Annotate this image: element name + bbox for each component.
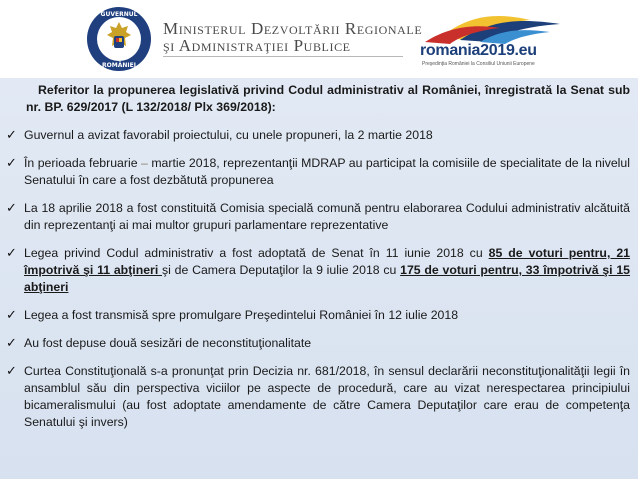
government-crest-logo [86,6,152,72]
header-divider [163,56,403,57]
bullet-item [0,245,638,296]
bullet-item [0,127,638,144]
bullet-item [0,363,638,431]
presidency-logo [420,8,566,72]
bullet-dash: – [137,156,152,170]
slide-content [0,82,638,442]
bullet-text: şi de Camera Deputaţilor la 9 iulie 2018 cu [162,263,401,277]
checkmark-icon: ✓ [6,156,17,171]
bullet-text: Guvernul a avizat favorabil proiectului, cu unele propuneri, la 2 martie 2018 [24,128,433,142]
bullet-text: martie 2018, reprezentanţii MDRAP au participat la comisiile de specialitate de la nivelul Senatului în care a fost dezbătută propunerea [24,156,630,187]
presidency-logo-text: romania2019.eu [420,42,537,59]
svg-text:ROMÂNIEI: ROMÂNIEI [102,62,136,69]
checkmark-icon: ✓ [6,308,17,323]
bullet-item [0,155,638,189]
checkmark-icon: ✓ [6,364,17,379]
bullet-text: La 18 aprilie 2018 a fost constituită Comisia specială comună pentru elaborarea Codului administrativ alcătuită din reprezentanţi ai mai multor grupuri parlamentare reprezentative [24,201,630,232]
presidency-ribbon-icon [420,8,566,44]
ministry-line-1: Ministerul Dezvoltării Regionale [163,19,423,38]
header [0,0,638,78]
bullet-text: Curtea Constituţională s-a pronunţat prin Decizia nr. 681/2018, în sensul declarării neconstituţionalităţii legii în ansamblul său din perspectiva viciilor pe aspecte de procedură, care au vizat nerespectarea principiului bicameralismului (au fost adoptate amendamente de către Camera Deputaţilor care erau de competenţa Senatului şi invers) [24,364,630,429]
senate-vote-highlight: 85 de voturi pentru, 21 împotrivă şi 11 abţineri [24,246,630,277]
checkmark-icon: ✓ [6,201,17,216]
intro-paragraph: Referitor la propunerea legislativă privind Codul administrativ al României, înregistrată la Senat sub nr. BP. 629/2017 (L 132/2018/ Plx 369/2018): [26,83,630,114]
bullet-text: În perioada februarie [24,156,138,170]
ministry-line-2: şi Administraţiei Publice [163,36,351,55]
checkmark-icon: ✓ [6,128,17,143]
ministry-name [163,20,422,54]
checkmark-icon: ✓ [6,246,17,261]
checkmark-icon: ✓ [6,336,17,351]
bullet-item [0,200,638,234]
bullet-text: Legea privind Codul administrativ a fost adoptată de Senat în 11 iunie 2018 cu [24,246,489,260]
bullet-text: Au fost depuse două sesizări de neconstituţionalitate [24,336,312,350]
bullet-item [0,307,638,324]
bullet-text: Legea a fost transmisă spre promulgare Preşedintelui României în 12 iulie 2018 [24,308,459,322]
bullet-item [0,335,638,352]
svg-text:GUVERNUL: GUVERNUL [100,11,138,18]
presidency-logo-subtitle: Preşedinţia României la Consiliul Uniunii Europene [422,61,535,67]
chamber-vote-highlight: 175 de voturi pentru, 33 împotrivă şi 15 abţineri [24,263,631,294]
